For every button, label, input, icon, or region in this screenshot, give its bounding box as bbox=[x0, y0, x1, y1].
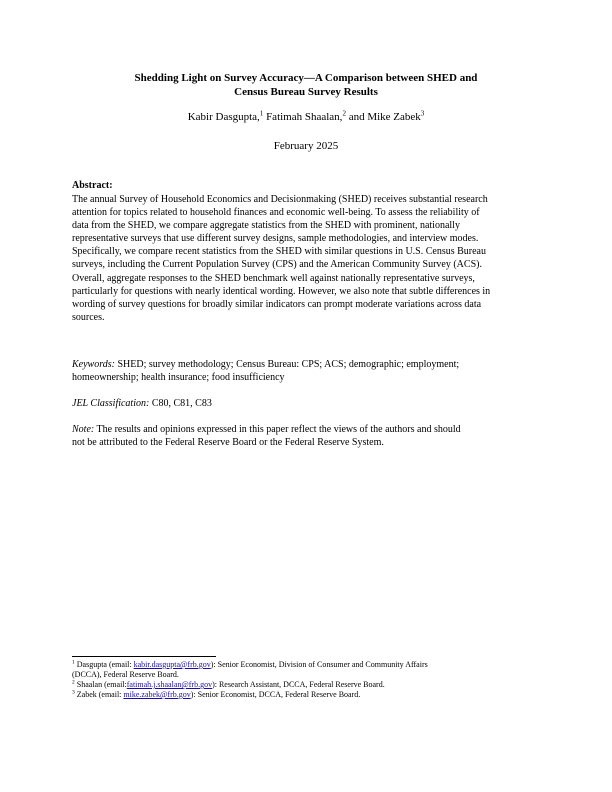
abstract-line: particularly for questions with nearly identical wording. However, we also note that subtle differences in bbox=[72, 285, 491, 297]
footnote-3-mark: 3 bbox=[72, 689, 75, 696]
abstract-line: The annual Survey of Household Economics and Decisionmaking (SHED) receives substantial research bbox=[72, 194, 488, 205]
footnote-3-text: Zabek (email: bbox=[74, 690, 124, 699]
footnotes bbox=[72, 660, 547, 700]
publication-date: February 2025 bbox=[273, 140, 339, 152]
jel-codes: C80, C81, C83 bbox=[149, 398, 212, 409]
note-text: The results and opinions expressed in this paper reflect the views of the authors and should bbox=[94, 424, 461, 435]
footnote-mark-2: 2 bbox=[342, 109, 346, 118]
footnote-2-mark: 2 bbox=[72, 679, 75, 686]
abstract-line: Overall, aggregate responses to the SHED benchmark well against nationally representative surveys, bbox=[72, 272, 475, 284]
abstract-line: surveys, including the Current Population Survey (CPS) and the American Community Survey (ACS). bbox=[72, 259, 482, 271]
footnote-1-mark: 1 bbox=[72, 659, 75, 666]
footnote-1-text: Dasgupta (email: bbox=[74, 660, 134, 669]
abstract-line: sources. bbox=[72, 311, 105, 323]
email-link-zabek[interactable]: mike.zabek@frb.gov bbox=[123, 690, 191, 699]
footnote-separator bbox=[72, 656, 216, 657]
keywords bbox=[72, 358, 542, 384]
keywords-label: Keywords: bbox=[72, 359, 115, 370]
abstract-line: representative surveys that use different survey designs, sample methodologies, and interview modes. bbox=[72, 233, 479, 245]
footnote-3 bbox=[72, 690, 547, 700]
author-dasgupta: Kabir Dasgupta, bbox=[187, 111, 260, 123]
author-zabek: and Mike Zabek bbox=[345, 111, 421, 123]
footnote-2-text: Shaalan (email: bbox=[74, 680, 127, 689]
footnote-2 bbox=[72, 680, 547, 690]
abstract-heading: Abstract: bbox=[72, 180, 113, 191]
footnote-mark-1: 1 bbox=[259, 109, 264, 118]
footnote-2-role: ): Research Assistant, DCCA, Federal Reserve Board. bbox=[212, 680, 385, 689]
footnote-mark-3: 3 bbox=[420, 109, 425, 118]
disclaimer-note bbox=[72, 423, 542, 449]
keywords-text-cont: homeownership; health insurance; food insufficiency bbox=[72, 372, 285, 384]
abstract-line: Specifically, we compare recent statistics from the SHED with similar questions in U.S. Census Bureau bbox=[72, 246, 486, 258]
abstract-line: wording of survey questions for broadly similar indicators can prompt moderate variations across data bbox=[72, 298, 482, 310]
title-line-2: Census Bureau Survey Results bbox=[234, 86, 378, 98]
footnote-3-role: ): Senior Economist, DCCA, Federal Reserve Board. bbox=[190, 690, 361, 699]
note-text-cont: not be attributed to the Federal Reserve Board or the Federal Reserve System. bbox=[72, 437, 384, 449]
abstract-body bbox=[72, 193, 542, 324]
footnote-1 bbox=[72, 660, 547, 670]
email-link-dasgupta[interactable]: kabir.dasgupta@frb.gov bbox=[133, 660, 211, 669]
email-link-shaalan[interactable]: fatimah.j.shaalan@frb.gov bbox=[126, 680, 213, 689]
abstract-line: data from the SHED, we compare aggregate statistics from the SHED with prominent, nationally bbox=[72, 220, 460, 232]
jel-classification bbox=[72, 397, 542, 410]
footnote-1-role: ): Senior Economist, Division of Consumer and Community Affairs bbox=[210, 660, 428, 669]
note-label: Note: bbox=[72, 424, 95, 435]
abstract-line: attention for topics related to household finances and economic well-being. To assess the reliability of bbox=[72, 207, 480, 219]
keywords-text: SHED; survey methodology; Census Bureau: CPS; ACS; demographic; employment; bbox=[114, 359, 460, 370]
author-list bbox=[60, 111, 552, 124]
jel-label: JEL Classification: bbox=[72, 398, 150, 409]
author-shaalan: Fatimah Shaalan, bbox=[263, 111, 343, 123]
paper-title bbox=[60, 71, 552, 99]
title-line-1: Shedding Light on Survey Accuracy—A Comparison between SHED and bbox=[134, 72, 478, 84]
footnote-1-continued: (DCCA), Federal Reserve Board. bbox=[72, 670, 179, 679]
